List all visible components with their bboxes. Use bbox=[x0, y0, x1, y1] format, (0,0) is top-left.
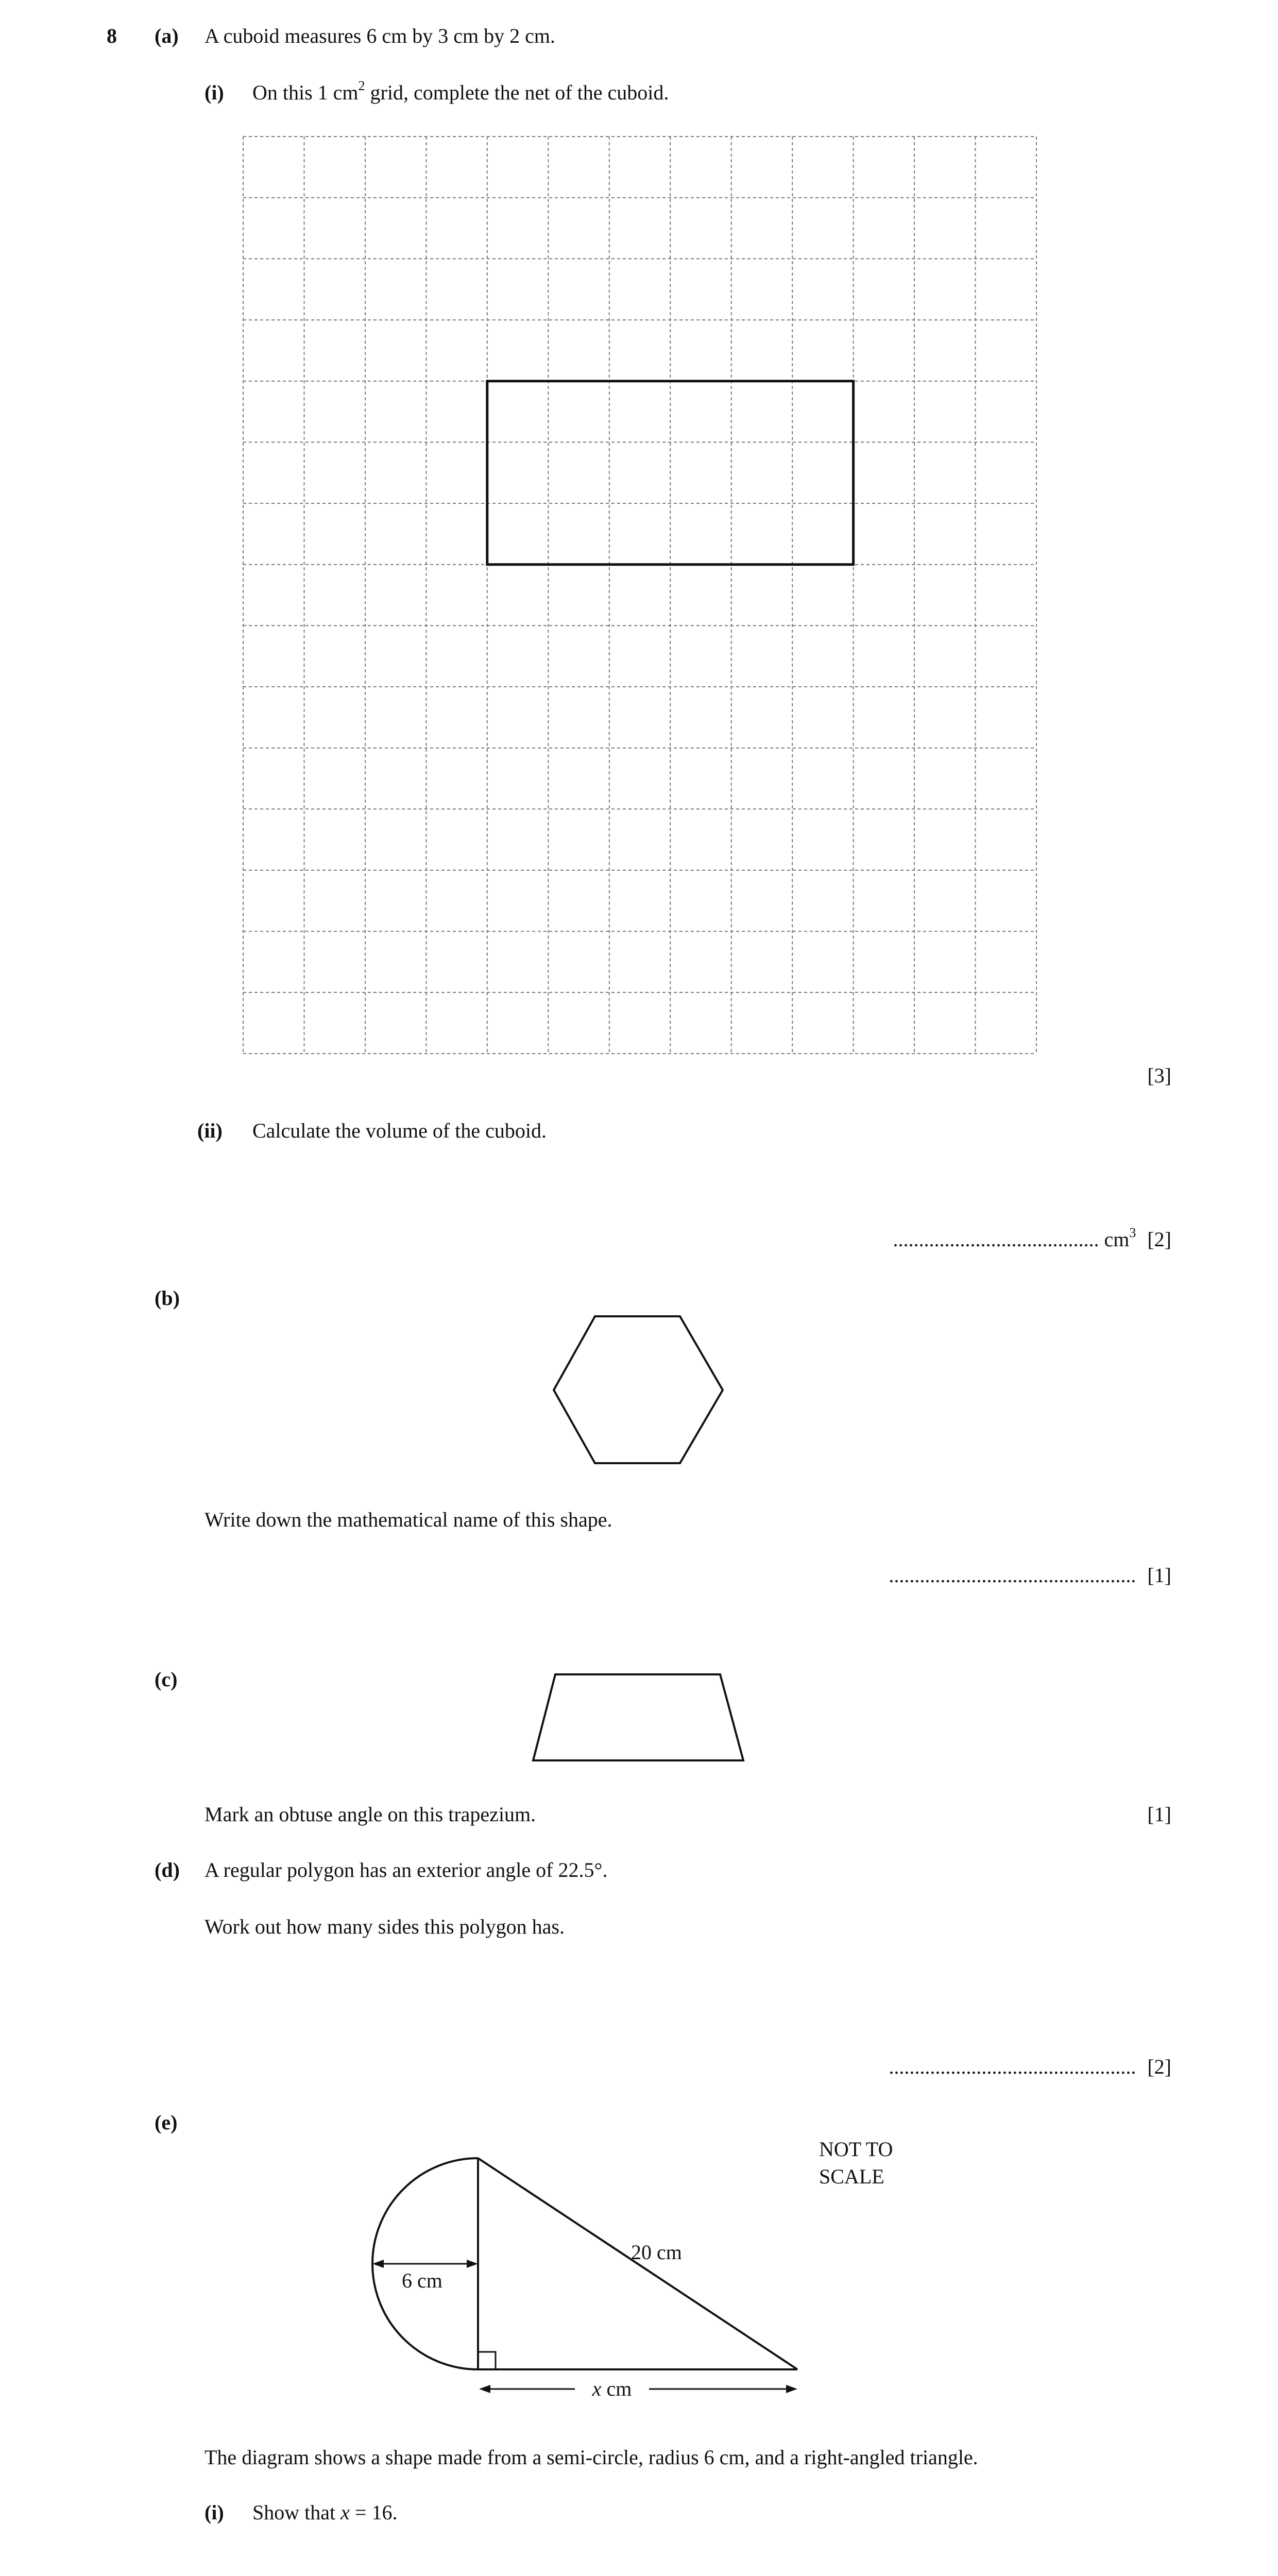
part-a-ii-label: (ii) bbox=[197, 1119, 223, 1142]
answer-dots: ................................................ bbox=[889, 2055, 1136, 2078]
part-a-i-text: On this 1 $cm^2$ grid, complete the net of the cuboid. bbox=[252, 78, 669, 104]
answer-dots: ........................................ bbox=[893, 1228, 1099, 1251]
part-d-label: (d) bbox=[155, 1858, 180, 1882]
answer-dots: ................................................ bbox=[889, 1564, 1136, 1587]
base-arrowhead-left bbox=[479, 2385, 490, 2393]
not-to-scale-line1: NOT TO bbox=[819, 2138, 893, 2161]
part-c-text: Mark an obtuse angle on this trapezium. bbox=[205, 1803, 536, 1826]
radius-label: 6 cm bbox=[402, 2269, 442, 2292]
part-a-ii-marks: [2] bbox=[1147, 1228, 1171, 1251]
base-label: x cm bbox=[592, 2377, 632, 2400]
net-grid[interactable] bbox=[243, 137, 1036, 1054]
part-a-stem: A cuboid measures 6 cm by 3 cm by 2 cm. bbox=[205, 24, 555, 47]
not-to-scale-line2: SCALE bbox=[819, 2165, 884, 2188]
part-e-i-text: Show that x = 16. bbox=[252, 2501, 398, 2524]
triangle-hypotenuse bbox=[478, 2158, 797, 2369]
part-b-label: (b) bbox=[155, 1286, 180, 1310]
base-arrowhead-right bbox=[786, 2385, 797, 2393]
hexagon-figure bbox=[551, 1314, 726, 1468]
part-a-label: (a) bbox=[155, 24, 179, 47]
part-a-ii-text: Calculate the volume of the cuboid. bbox=[252, 1119, 547, 1142]
part-d-stem: A regular polygon has an exterior angle of 22.5°. bbox=[205, 1858, 608, 1882]
answer-unit: $cm^3$ bbox=[1104, 1225, 1136, 1251]
composite-shape-figure bbox=[361, 2138, 979, 2406]
trapezium-figure[interactable] bbox=[531, 1672, 747, 1765]
part-c-label: (c) bbox=[155, 1668, 178, 1691]
part-d-marks: [2] bbox=[1147, 2055, 1171, 2078]
question-number: 8 bbox=[107, 24, 117, 47]
right-angle-marker bbox=[478, 2352, 496, 2369]
hypotenuse-label: 20 cm bbox=[631, 2241, 682, 2264]
part-e-stem: The diagram shows a shape made from a semi-circle, radius 6 cm, and a right-angled triangle. bbox=[205, 2446, 978, 2469]
part-d-text: Work out how many sides this polygon has. bbox=[205, 1915, 565, 1938]
part-b-answer-line[interactable] bbox=[889, 1565, 1171, 1586]
part-e-i-label: (i) bbox=[205, 2501, 224, 2524]
part-d-answer-line[interactable] bbox=[889, 2057, 1171, 2077]
part-b-text: Write down the mathematical name of this shape. bbox=[205, 1508, 612, 1531]
part-c-marks: [1] bbox=[1147, 1803, 1171, 1826]
radius-arrowhead-right bbox=[467, 2260, 478, 2268]
part-a-i-marks: [3] bbox=[1147, 1064, 1171, 1087]
part-a-i-label: (i) bbox=[205, 81, 224, 104]
part-b-marks: [1] bbox=[1147, 1564, 1171, 1587]
part-e-label: (e) bbox=[155, 2111, 178, 2134]
radius-arrowhead-left bbox=[372, 2260, 384, 2268]
part-a-ii-answer-line[interactable] bbox=[893, 1225, 1171, 1251]
